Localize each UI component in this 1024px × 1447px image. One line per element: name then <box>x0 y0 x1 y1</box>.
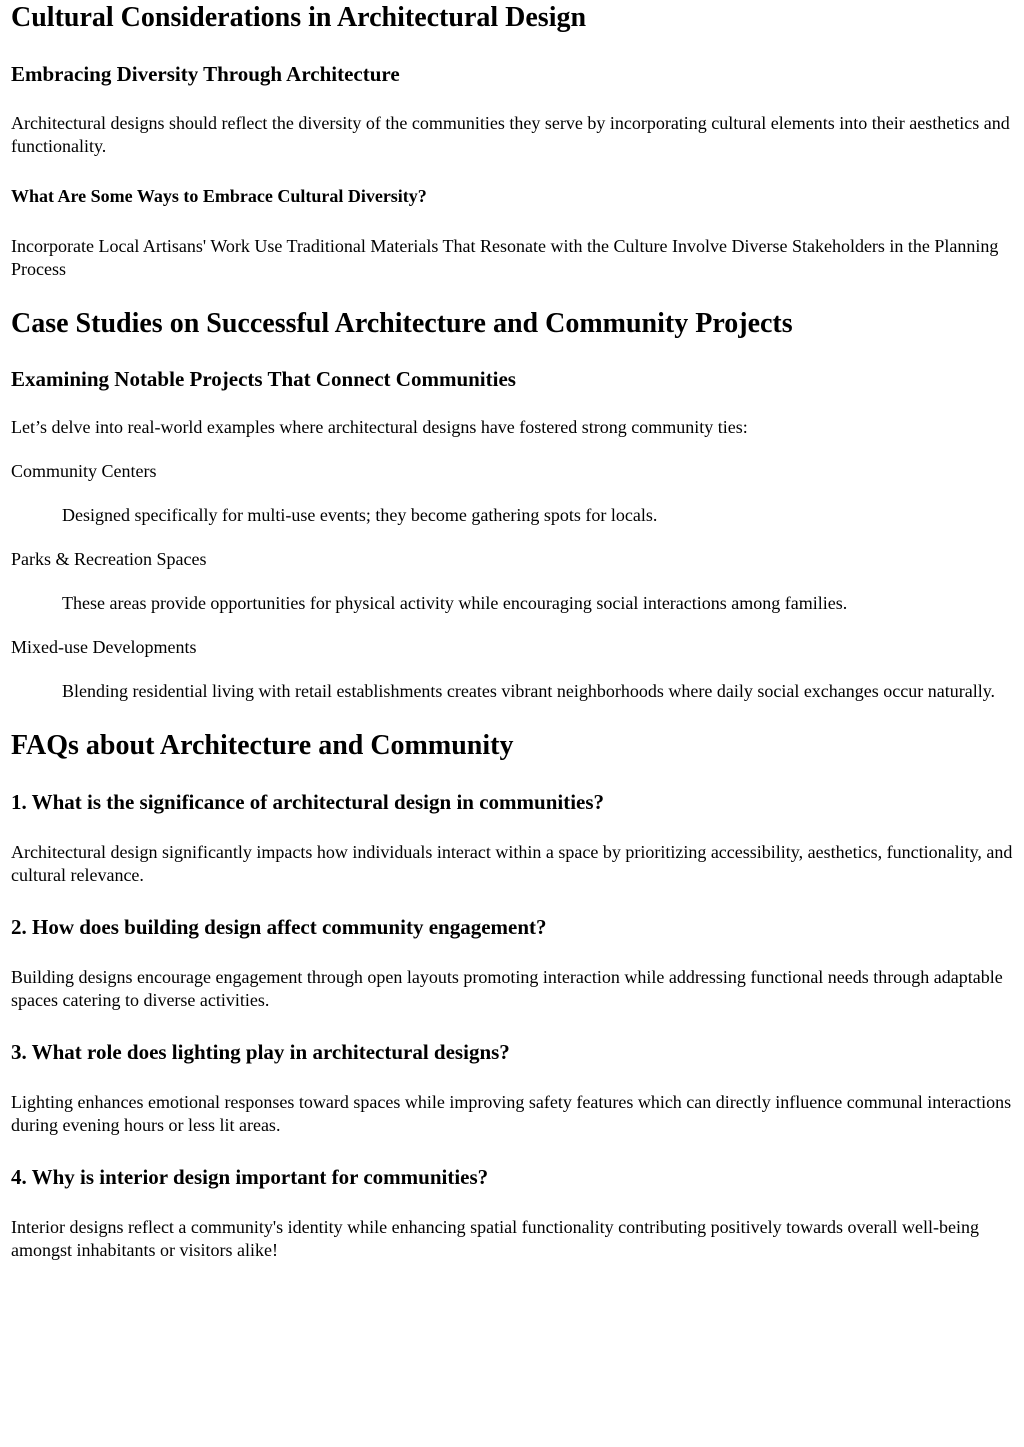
case-study-term: Parks & Recreation Spaces <box>11 549 207 569</box>
case-study-description: Designed specifically for multi-use events; they become gathering spots for locals. <box>62 505 658 525</box>
case-study-description: Blending residential living with retail establishments creates vibrant neighborhoods where daily social exchanges occur naturally. <box>62 681 996 701</box>
faq-answer: Building designs encourage engagement through open layouts promoting interaction while addressing functional needs through adaptable spaces catering to diverse activities. <box>11 967 1003 1010</box>
case-study-term: Community Centers <box>11 461 157 481</box>
paragraph: Architectural designs should reflect the diversity of the communities they serve by incorporating cultural elements into their aesthetics and functionality. <box>11 113 1010 156</box>
case-study-list <box>11 460 1013 703</box>
case-studies-section <box>11 307 1013 703</box>
section-subheading: Examining Notable Projects That Connect Communities <box>11 367 516 391</box>
faq-list <box>11 789 1013 1262</box>
cultural-considerations-section <box>11 1 1013 281</box>
faq-answer: Architectural design significantly impacts how individuals interact within a space by prioritizing accessibility, aesthetics, functionality, and cultural relevance. <box>11 842 1013 885</box>
section-heading: Cultural Considerations in Architectural Design <box>11 2 587 33</box>
faqs-section <box>11 729 1013 1262</box>
faq-answer: Lighting enhances emotional responses toward spaces while improving safety features which can directly influence communal interactions during evening hours or less lit areas. <box>11 1092 1012 1135</box>
faq-answer: Interior designs reflect a community's identity while enhancing spatial functionality contributing positively towards overall well-being amongst inhabitants or visitors alike! <box>11 1217 980 1260</box>
faq-question: 4. Why is interior design important for communities? <box>11 1165 489 1189</box>
section-subheading: Embracing Diversity Through Architecture <box>11 62 400 86</box>
faq-question: 1. What is the significance of architectural design in communities? <box>11 790 605 814</box>
faq-question: 3. What role does lighting play in architectural designs? <box>11 1040 510 1064</box>
case-study-description: These areas provide opportunities for physical activity while encouraging social interactions among families. <box>62 593 848 613</box>
case-study-term: Mixed-use Developments <box>11 637 197 657</box>
faq-question: 2. How does building design affect community engagement? <box>11 915 547 939</box>
paragraph: Incorporate Local Artisans' Work Use Traditional Materials That Resonate with the Culture Involve Diverse Stakeholders in the Planning Process <box>11 236 999 279</box>
section-heading: FAQs about Architecture and Community <box>11 730 514 761</box>
question-heading: What Are Some Ways to Embrace Cultural Diversity? <box>11 186 427 206</box>
article-body <box>0 1 1024 1262</box>
section-heading: Case Studies on Successful Architecture and Community Projects <box>11 308 793 339</box>
paragraph: Let’s delve into real-world examples where architectural designs have fostered strong community ties: <box>11 417 748 437</box>
